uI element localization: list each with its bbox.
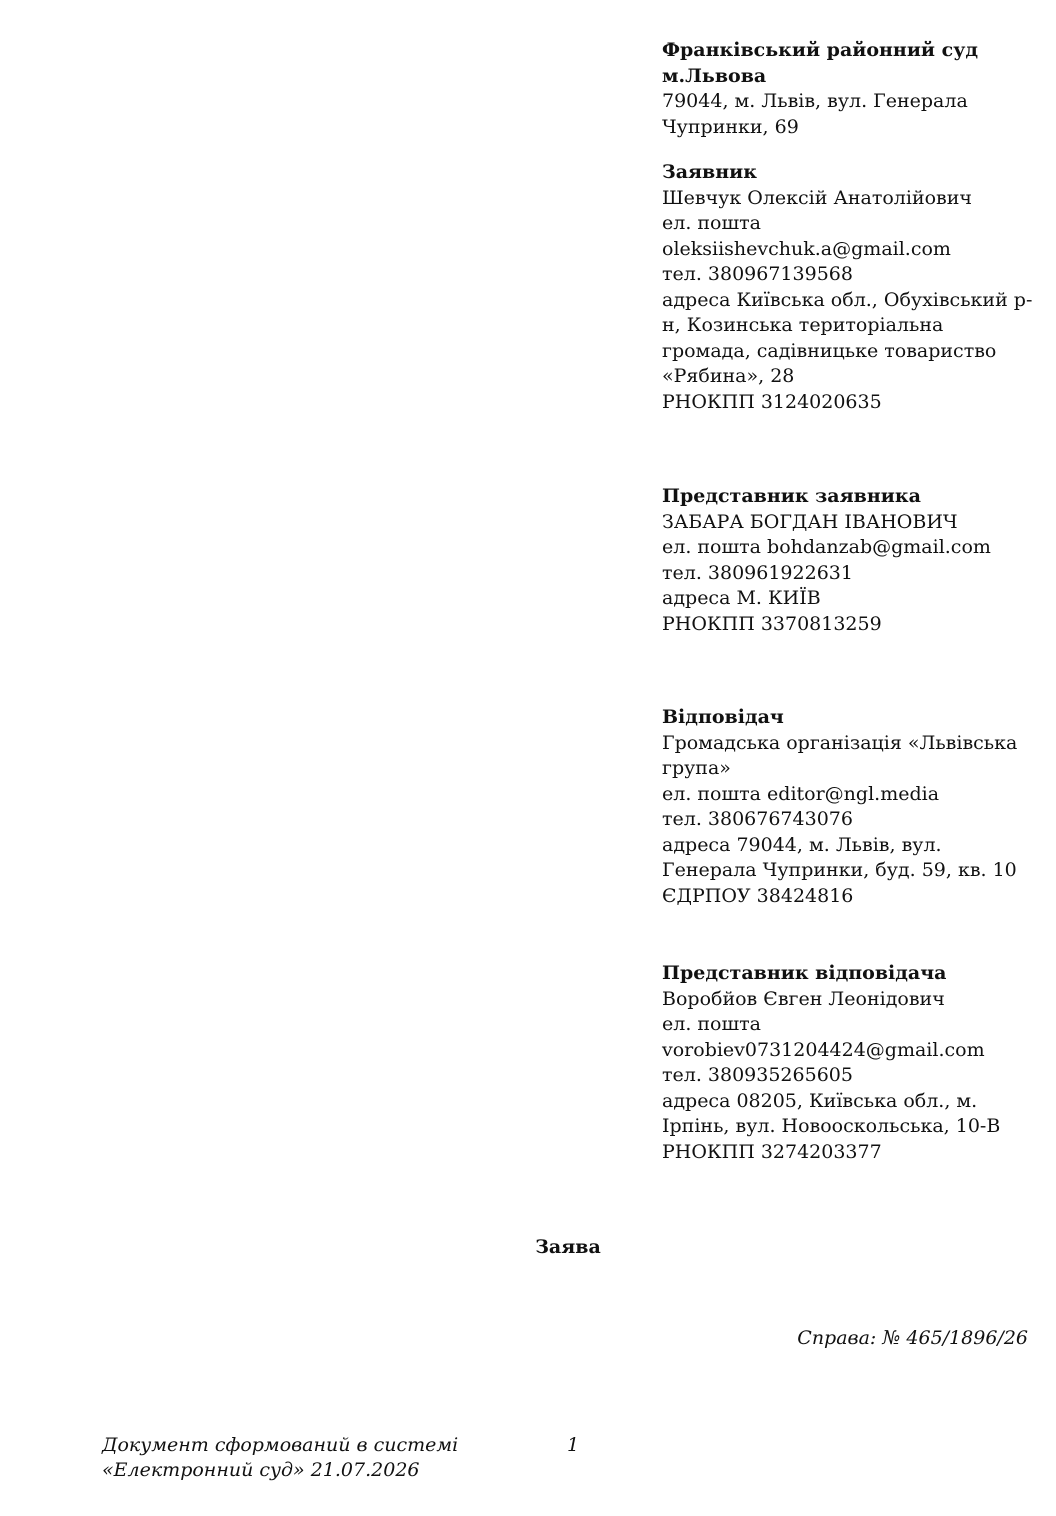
respondent-representative-tax-id: РНОКПП 3274203377 [662, 1140, 882, 1163]
footer-note: Документ сформований в системі «Електронний суд» 21.07.2026 [102, 1434, 459, 1481]
respondent-edrpou: ЄДРПОУ 38424816 [662, 884, 854, 907]
respondent-representative-address: адреса 08205, Київська обл., м. Ірпінь, вул. Новооскольська, 10-В [662, 1089, 1001, 1137]
case-number: Справа: № 465/1896/26 [797, 1327, 1028, 1349]
applicant-representative-phone: тел. 380961922631 [662, 561, 853, 584]
respondent-phone: тел. 380676743076 [662, 808, 853, 830]
respondent-representative-email-label: ел. пошта [662, 1013, 761, 1035]
applicant-heading: Заявник [662, 161, 757, 183]
applicant-address: адреса Київська обл., Обухівський р-н, Козинська територіальна громада, садівницьке товариство «Рябина», 28 [662, 288, 1033, 387]
respondent-representative-email: vorobiev0731204424@gmail.com [662, 1038, 985, 1061]
applicant-phone: тел. 380967139568 [662, 263, 853, 285]
applicant-name: Шевчук Олексій Анатолійович [662, 186, 972, 209]
applicant-representative-address: адреса М. КИЇВ [662, 587, 821, 609]
court-block [662, 38, 1034, 140]
respondent-representative-heading: Представник відповідача [662, 962, 947, 984]
applicant-email: oleksiishevchuk.a@gmail.com [662, 237, 951, 260]
respondent-address: адреса 79044, м. Львів, вул. Генерала Чупринки, буд. 59, кв. 10 [662, 833, 1017, 881]
court-name: Франківський районний суд м.Львова [662, 39, 979, 87]
applicant-email-label: ел. пошта [662, 212, 761, 234]
applicant-representative-tax-id: РНОКПП 3370813259 [662, 612, 882, 635]
respondent-name: Громадська організація «Львівська група» [662, 731, 1018, 779]
respondent-representative-phone: тел. 380935265605 [662, 1064, 853, 1086]
respondent-representative-name: Воробйов Євген Леонідович [662, 987, 945, 1010]
applicant-block [662, 160, 1034, 415]
respondent-representative-block [662, 961, 1034, 1165]
respondent-block [662, 705, 1034, 909]
applicant-representative-block [662, 484, 1034, 637]
page-number: 1 [567, 1434, 580, 1456]
document-title: Заява [535, 1236, 601, 1258]
applicant-tax-id: РНОКПП 3124020635 [662, 390, 882, 413]
court-address: 79044, м. Львів, вул. Генерала Чупринки, 69 [662, 90, 968, 138]
respondent-heading: Відповідач [662, 706, 784, 728]
applicant-representative-name: ЗАБАРА БОГДАН ІВАНОВИЧ [662, 510, 958, 533]
applicant-representative-heading: Представник заявника [662, 485, 921, 507]
respondent-email: ел. пошта editor@ngl.media [662, 782, 940, 805]
applicant-representative-email: ел. пошта bohdanzab@gmail.com [662, 536, 991, 558]
